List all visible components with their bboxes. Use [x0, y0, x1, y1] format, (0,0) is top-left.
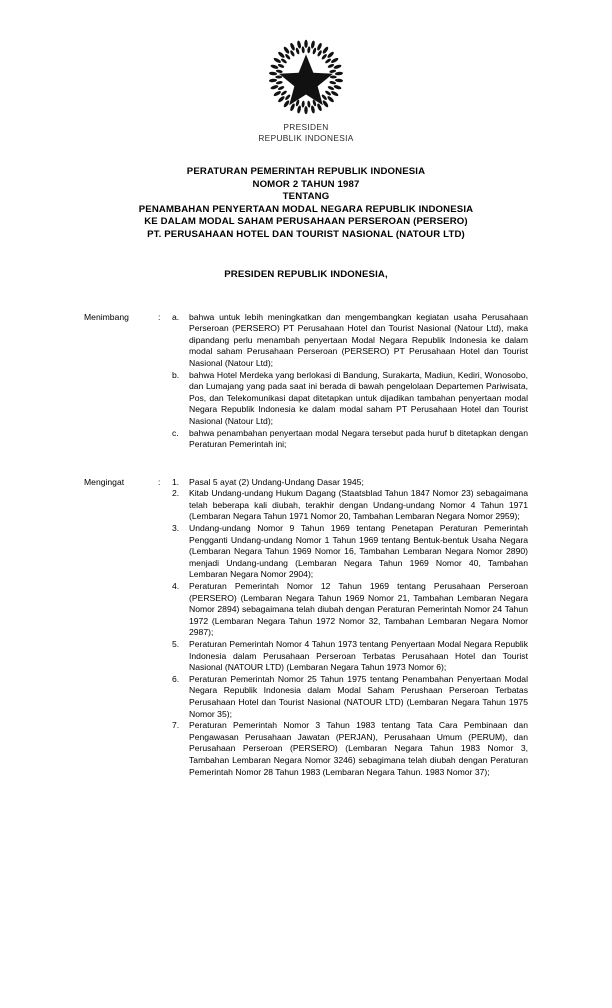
item-text: bahwa penambahan penyertaan modal Negara tersebut pada huruf b ditetapkan dengan Peraturan Pemerintah ini; [189, 427, 528, 450]
section-menimbang [84, 312, 528, 451]
item-text: Pasal 5 ayat (2) Undang-Undang Dasar 1945; [189, 476, 364, 487]
title-line-tentang: TENTANG [282, 191, 330, 203]
emblem-block [0, 0, 612, 144]
document-title-block [0, 166, 612, 242]
section-colon-mengingat: : [158, 476, 161, 487]
list-item [172, 312, 528, 370]
item-text: bahwa Hotel Merdeka yang berlokasi di Bandung, Surakarta, Madiun, Kediri, Wonosobo, dan Lumajang yang pada saat ini berada di bawah pengelolaan Departemen Pariwisata, Pos, dan Telekomunikasi dapat ditetapkan untuk dijadikan tambahan penyertaan modal Negara Republik Indonesia ke dalam modal saham PT Perusahaan Hotel dan Tourist Nasional (Natour Ltd); [189, 369, 528, 426]
item-marker: 4. [172, 581, 180, 592]
list-item [172, 523, 528, 581]
menimbang-items [172, 312, 528, 451]
item-text: Undang-undang Nomor 9 Tahun 1969 tentang Penetapan Peraturan Pemerintah Pengganti Undang-undang Nomor 1 Tahun 1969 tentang Bentuk-bentuk Usaha Negara (Lembaran Negara Tahun 1969 Nomor 16, Tambahan Lembaran Negara Nomor 2890) menjadi Undang-undang (Lembaran Negara Tahun 1969 Nomor 40, Tambahan Lembaran Negara Nomor 2904); [189, 523, 528, 580]
list-item [172, 581, 528, 639]
item-text: Peraturan Pemerintah Nomor 3 Tahun 1983 tentang Tata Cara Pembinaan dan Pengawasan Perusahaan Jawatan (PERJAN), Perusahaan Umum (PERUM), dan Perusahaan Perseroan (PERSERO) (Lembaran Negara Tahun 1983 Nomor 3, Tambahan Lembaran Negara Nomor 3246) sebagimana telah diubah dengan Peraturan Pemerintah Nomor 28 Tahun 1983 (Lembaran Negara Tahun. 1983 Nomor 37); [189, 720, 528, 777]
list-item [172, 720, 528, 778]
list-item [172, 370, 528, 428]
list-item [172, 488, 528, 523]
item-marker: 7. [172, 720, 180, 731]
item-marker: 1. [172, 476, 180, 487]
emblem-caption-presiden: PRESIDEN [283, 122, 329, 132]
title-line-subject-3: PT. PERUSAHAAN HOTEL DAN TOURIST NASIONAL (NATOUR LTD) [147, 228, 465, 240]
section-mengingat [84, 477, 528, 778]
list-item [172, 477, 528, 489]
item-text: Peraturan Pemerintah Nomor 25 Tahun 1975 tentang Penambahan Penyertaan Modal Negara Republik Indonesia dalam Modal Saham Perushaan Perseroan Terbatas Perusahaan Hotel dan Tourist Nasional (NATOUR LTD) (Lembaran Negara Tahun 1975 Nomor 35); [189, 673, 528, 719]
title-line-subject-2: KE DALAM MODAL SAHAM PERUSAHAAN PERSEROAN (PERSERO) [144, 216, 468, 228]
section-label-mengingat: Mengingat [84, 476, 125, 487]
title-line-regulation: PERATURAN PEMERINTAH REPUBLIK INDONESIA [186, 166, 426, 177]
section-label-menimbang: Menimbang [84, 311, 129, 322]
mengingat-items [172, 477, 528, 778]
title-line-subject-1: PENAMBAHAN PENYERTAAN MODAL NEGARA REPUBLIK INDONESIA [138, 203, 474, 215]
item-text: Peraturan Pemerintah Nomor 12 Tahun 1969 tentang Perusahaan Perseroan (PERSERO) (Lembaran Negara Tahun 1969 Nomor 21, Tambahan Lembaran Negara Nomor 2894) sebagaimana telah diubah dengan Peraturan Pemerintah Nomor 24 Tahun 1972 (Lembaran Negara Tahun 1972 Nomor 32, Tambahan Lembaran Negara Nomor 2987); [189, 581, 528, 638]
list-item [172, 674, 528, 720]
item-marker: a. [172, 311, 180, 322]
item-text: Peraturan Pemerintah Nomor 4 Tahun 1973 tentang Penyertaan Modal Negara Republik Indonesia dalam Perusahaan Perseroan Terbatas Perusahaan Hotel dan Tourist Nasional (NATOUR LTD) (Lembaran Negara Tahun 1973 Nomor 6); [189, 639, 528, 673]
emblem-caption-republik-indonesia: REPUBLIK INDONESIA [258, 133, 354, 143]
item-marker: b. [172, 369, 180, 380]
item-marker: c. [172, 427, 179, 438]
title-line-number: NOMOR 2 TAHUN 1987 [252, 178, 360, 190]
item-marker: 6. [172, 673, 180, 684]
list-item [172, 428, 528, 451]
indonesia-presidential-star-wreath-emblem [267, 38, 345, 116]
list-item [172, 639, 528, 674]
salutation-presiden-republik-indonesia: PRESIDEN REPUBLIK INDONESIA, [224, 268, 388, 280]
item-marker: 3. [172, 523, 180, 534]
section-colon-menimbang: : [158, 311, 161, 322]
item-marker: 5. [172, 639, 180, 649]
item-marker: 2. [172, 488, 180, 499]
item-text: bahwa untuk lebih meningkatkan dan mengembangkan kegiatan usaha Perusahaan Perseroan (PERSERO) PT Perusahaan Hotel dan Tourist Nasional (Natour Ltd), maka dipandang perlu menambah penyertaan Modal Negara Republik Indonesia ke dalam modal saham Perusahaan Perseroan (PERSERO) PT Perusahaan Hotel dan Tourist Nasional (Natour Ltd); [189, 311, 528, 368]
item-text: Kitab Undang-undang Hukum Dagang (Staatsblad Tahun 1847 Nomor 23) sebagaimana telah beberapa kali diubah, terakhir dengan Undang-undang Nomor 4 Tahun 1971 (Lembaran Negara Tahun 1971 Nomor 20, Tambahan Lembaran Negara Nomor 2959); [189, 488, 528, 522]
